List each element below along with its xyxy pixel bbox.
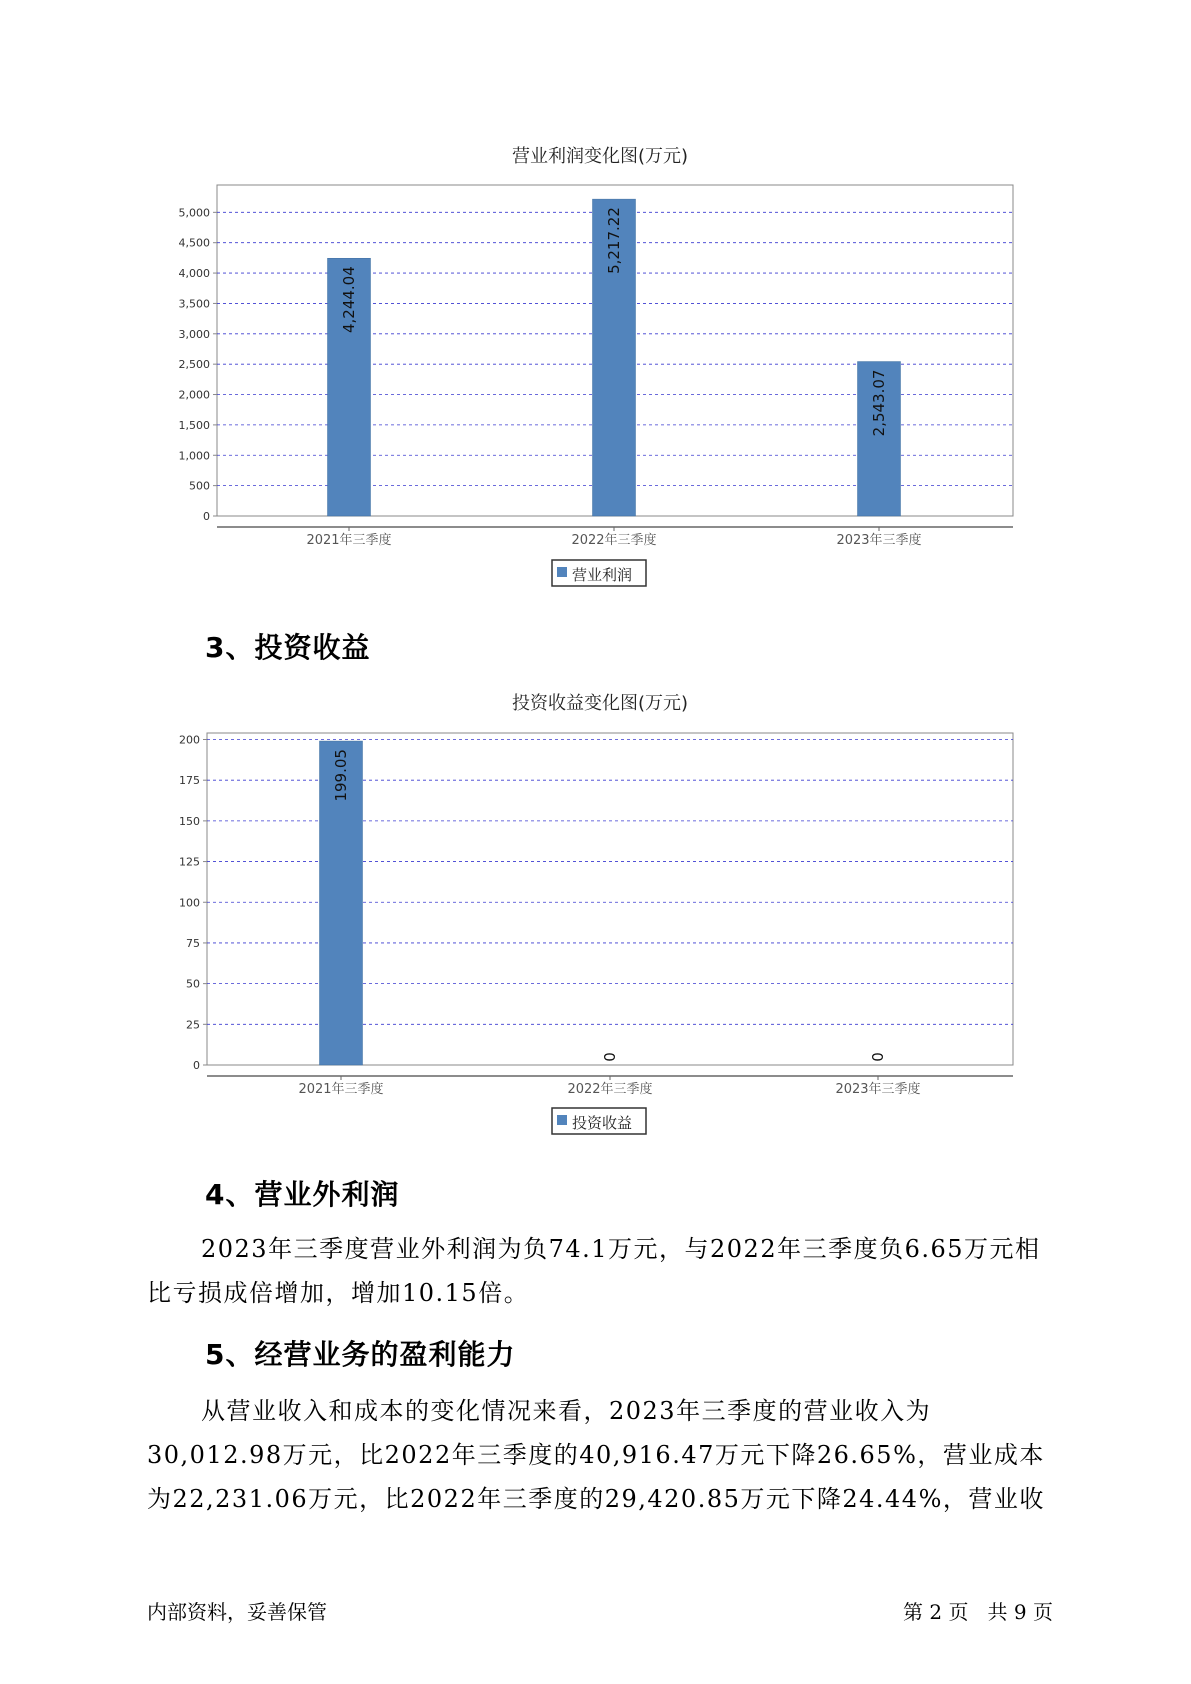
y-tick-label: 3,000 — [178, 327, 210, 341]
y-tick-label: 0 — [193, 1059, 200, 1072]
y-tick-label: 75 — [186, 936, 200, 950]
footer-page-number: 第 2 页 共 9 页 — [903, 1600, 1053, 1624]
legend-label: 投资收益 — [572, 1114, 633, 1132]
bar-value-label: 2,543.07 — [870, 369, 888, 437]
chart-title: 投资收益变化图(万元) — [511, 693, 689, 714]
y-tick-label: 4,500 — [178, 236, 210, 250]
y-tick-label: 50 — [186, 977, 200, 991]
y-tick-label: 500 — [189, 479, 210, 493]
section-heading-investment-income: 3、投资收益 — [205, 631, 371, 664]
x-category-label: 2023年三季度 — [835, 1082, 921, 1097]
bar-value-label: 4,244.04 — [340, 266, 358, 334]
legend-label: 营业利润 — [572, 566, 633, 584]
y-tick-label: 25 — [186, 1018, 200, 1032]
y-tick-label: 125 — [179, 855, 200, 869]
x-category-label: 2022年三季度 — [571, 533, 657, 548]
y-tick-label: 200 — [179, 733, 200, 747]
chart-title: 营业利润变化图(万元) — [511, 146, 689, 167]
y-tick-label: 2,500 — [178, 358, 210, 372]
y-tick-label: 3,500 — [178, 297, 210, 311]
y-tick-label: 150 — [179, 814, 200, 828]
bar-value-label: 0 — [601, 1052, 619, 1062]
chart-legend — [552, 1108, 646, 1134]
bar-value-label: 0 — [869, 1052, 887, 1062]
paragraph-non-operating-profit: 2023年三季度营业外利润为负74.1万元，与2022年三季度负6.65万元相比亏损成倍增加，增加10.15倍。 — [147, 1235, 1041, 1307]
y-tick-label: 1,000 — [178, 449, 210, 463]
y-tick-label: 2,000 — [178, 388, 210, 402]
legend-swatch — [557, 1115, 567, 1125]
bar-value-label: 5,217.22 — [605, 207, 623, 274]
x-category-label: 2021年三季度 — [306, 533, 392, 548]
y-tick-label: 175 — [179, 774, 200, 788]
y-tick-label: 4,000 — [178, 267, 210, 281]
x-category-label: 2023年三季度 — [836, 533, 922, 548]
paragraph-profitability: 从营业收入和成本的变化情况来看，2023年三季度的营业收入为30,012.98万元，比2022年三季度的40,916.47万元下降26.65%，营业成本为22,231.06万元，比2022年三季度的29,420.85万元下降24.44%，营业收 — [147, 1397, 1045, 1513]
y-tick-label: 5,000 — [178, 206, 210, 220]
x-category-label: 2021年三季度 — [298, 1082, 384, 1097]
bar-value-label: 199.05 — [332, 749, 350, 802]
section-heading-profitability: 5、经营业务的盈利能力 — [205, 1338, 516, 1371]
y-tick-label: 0 — [203, 510, 210, 523]
x-category-label: 2022年三季度 — [567, 1082, 653, 1097]
section-heading-non-operating-profit: 4、营业外利润 — [205, 1178, 400, 1211]
y-tick-label: 100 — [179, 896, 200, 910]
y-tick-label: 1,500 — [178, 418, 210, 432]
footer-left: 内部资料，妥善保管 — [147, 1600, 327, 1624]
